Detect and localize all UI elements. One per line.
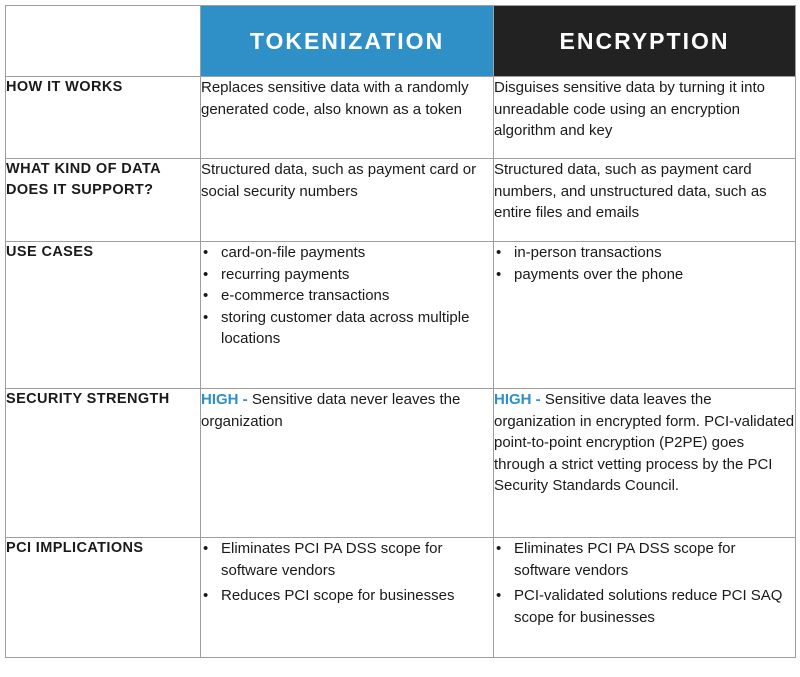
table-row-pci-implications [6, 538, 796, 658]
row-label-cell [6, 389, 201, 538]
encryption-use-cases [494, 242, 796, 389]
encryption-security-text: Sensitive data leaves the organization in encrypted form. PCI-validated point-to-point encryption (P2PE) goes through a strict vetting process by the PCI Security Standards Council. [494, 391, 795, 494]
list-item: • PCI-validated solutions reduce PCI SAQ scope for businesses [494, 585, 795, 628]
table-row-how-it-works [6, 77, 796, 159]
table-row-security-strength [6, 389, 796, 538]
list-item: • payments over the phone [494, 264, 795, 286]
tokenization-security-text: Sensitive data never leaves the organization [201, 391, 461, 430]
encryption-pci-implications [494, 538, 796, 658]
encryption-security-strength [494, 389, 796, 538]
table-row-data-support [6, 159, 796, 242]
tokenization-pci-implications [201, 538, 494, 658]
list-item: • Eliminates PCI PA DSS scope for software vendors [201, 538, 493, 581]
encryption-data-support: Structured data, such as payment card numbers, and unstructured data, such as entire files and emails [494, 159, 796, 242]
row-label-pci-implications: PCI IMPLICATIONS [6, 540, 144, 556]
tokenization-data-support: Structured data, such as payment card or social security numbers [201, 159, 494, 242]
encryption-how-it-works: Disguises sensitive data by turning it into unreadable code using an encryption algorithm and key [494, 77, 796, 159]
tokenization-use-cases [201, 242, 494, 389]
encryption-use-case-list [494, 242, 795, 285]
row-label-cell [6, 77, 201, 159]
list-item: • recurring payments [201, 264, 493, 286]
header-corner-cell [6, 6, 201, 77]
encryption-header [494, 6, 796, 77]
row-label-cell [6, 159, 201, 242]
security-level-badge: HIGH - [201, 391, 248, 408]
security-level-badge: HIGH - [494, 391, 541, 408]
row-label-how-it-works: HOW IT WORKS [6, 79, 123, 95]
row-label-cell [6, 538, 201, 658]
list-item: • storing customer data across multiple locations [201, 307, 493, 350]
list-item: • Reduces PCI scope for businesses [201, 585, 493, 607]
encryption-pci-list [494, 538, 795, 628]
list-item: • card-on-file payments [201, 242, 493, 264]
header-row [6, 6, 796, 77]
row-label-security-strength: SECURITY STRENGTH [6, 391, 170, 407]
tokenization-security-strength [201, 389, 494, 538]
row-label-data-support: WHAT KIND OF DATA DOES IT SUPPORT? [6, 161, 161, 198]
table-row-use-cases [6, 242, 796, 389]
row-label-cell [6, 242, 201, 389]
list-item: • e-commerce transactions [201, 285, 493, 307]
list-item: • Eliminates PCI PA DSS scope for software vendors [494, 538, 795, 581]
tokenization-pci-list [201, 538, 493, 607]
tokenization-header-label: TOKENIZATION [249, 28, 445, 54]
list-item: • in-person transactions [494, 242, 795, 264]
row-label-use-cases: USE CASES [6, 244, 94, 260]
encryption-header-label: ENCRYPTION [559, 28, 730, 54]
comparison-table [5, 5, 796, 658]
tokenization-header [201, 6, 494, 77]
tokenization-how-it-works: Replaces sensitive data with a randomly generated code, also known as a token [201, 77, 494, 159]
tokenization-use-case-list [201, 242, 493, 350]
